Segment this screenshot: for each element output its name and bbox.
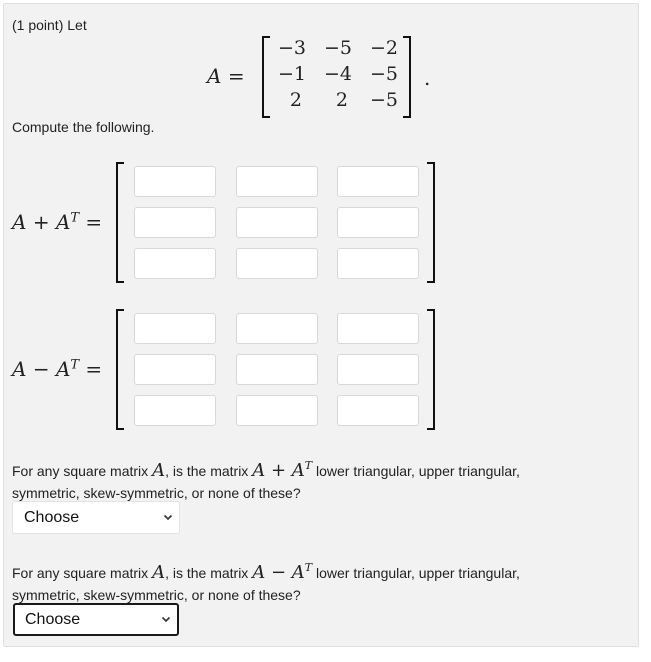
difference-answer-input[interactable] bbox=[236, 354, 318, 385]
matrix-A-cell: −4 bbox=[323, 63, 352, 85]
difference-answer-input[interactable] bbox=[236, 313, 318, 344]
difference-answer-input[interactable] bbox=[337, 395, 419, 426]
sum-answer-input[interactable] bbox=[134, 166, 216, 197]
question-2-text: For any square matrix A, is the matrix $A - A^T$ lower triangular, upper triangular, symmetric, skew-symmetric, or none of these? bbox=[12, 561, 520, 603]
difference-answer-input[interactable] bbox=[134, 354, 216, 385]
matrix-A-cell: −3 bbox=[277, 37, 306, 59]
question-2-select[interactable] bbox=[13, 603, 179, 636]
question-1-select-value: Choose bbox=[24, 509, 80, 526]
matrix-A-label: A = bbox=[207, 64, 245, 88]
matrix-A-period: . bbox=[424, 66, 431, 90]
matrix-A-right-bracket bbox=[403, 36, 411, 118]
sum-answer-input[interactable] bbox=[337, 166, 419, 197]
sum-answer-input[interactable] bbox=[134, 248, 216, 279]
question-1-text: For any square matrix A, is the matrix $A + A^T$ lower triangular, upper triangular, symmetric, skew-symmetric, or none of these? bbox=[12, 459, 520, 501]
chevron-down-icon bbox=[163, 502, 173, 546]
matrix-A-cell: −2 bbox=[369, 37, 398, 59]
matrix-A-cell: 2 bbox=[335, 89, 348, 111]
sum-answer-input[interactable] bbox=[337, 248, 419, 279]
problem-intro: (1 point) Let bbox=[12, 17, 87, 33]
matrix-A-cell: −5 bbox=[369, 89, 398, 111]
sum-answer-input[interactable] bbox=[337, 207, 419, 238]
difference-matrix-left-bracket bbox=[116, 309, 124, 430]
difference-answer-input[interactable] bbox=[134, 313, 216, 344]
sum-expression-label: $A + A^T$ = bbox=[12, 210, 103, 234]
question-1-select[interactable] bbox=[12, 501, 180, 534]
difference-answer-input[interactable] bbox=[134, 395, 216, 426]
matrix-A-cell: 2 bbox=[289, 89, 302, 111]
sum-answer-input[interactable] bbox=[134, 207, 216, 238]
sum-matrix-right-bracket bbox=[427, 162, 435, 283]
sum-answer-input[interactable] bbox=[236, 207, 318, 238]
sum-answer-input[interactable] bbox=[236, 166, 318, 197]
sum-answer-input[interactable] bbox=[236, 248, 318, 279]
sum-matrix-left-bracket bbox=[116, 162, 124, 283]
difference-expression-label: $A - A^T$ = bbox=[12, 357, 103, 381]
matrix-A-cell: −1 bbox=[277, 63, 306, 85]
compute-instruction: Compute the following. bbox=[12, 119, 155, 135]
difference-answer-input[interactable] bbox=[337, 354, 419, 385]
difference-matrix-right-bracket bbox=[427, 309, 435, 430]
matrix-A-cell: −5 bbox=[323, 37, 352, 59]
question-2-select-value: Choose bbox=[25, 611, 81, 628]
matrix-A-cell: −5 bbox=[369, 63, 398, 85]
chevron-down-icon bbox=[161, 605, 171, 646]
difference-answer-input[interactable] bbox=[236, 395, 318, 426]
difference-answer-input[interactable] bbox=[337, 313, 419, 344]
